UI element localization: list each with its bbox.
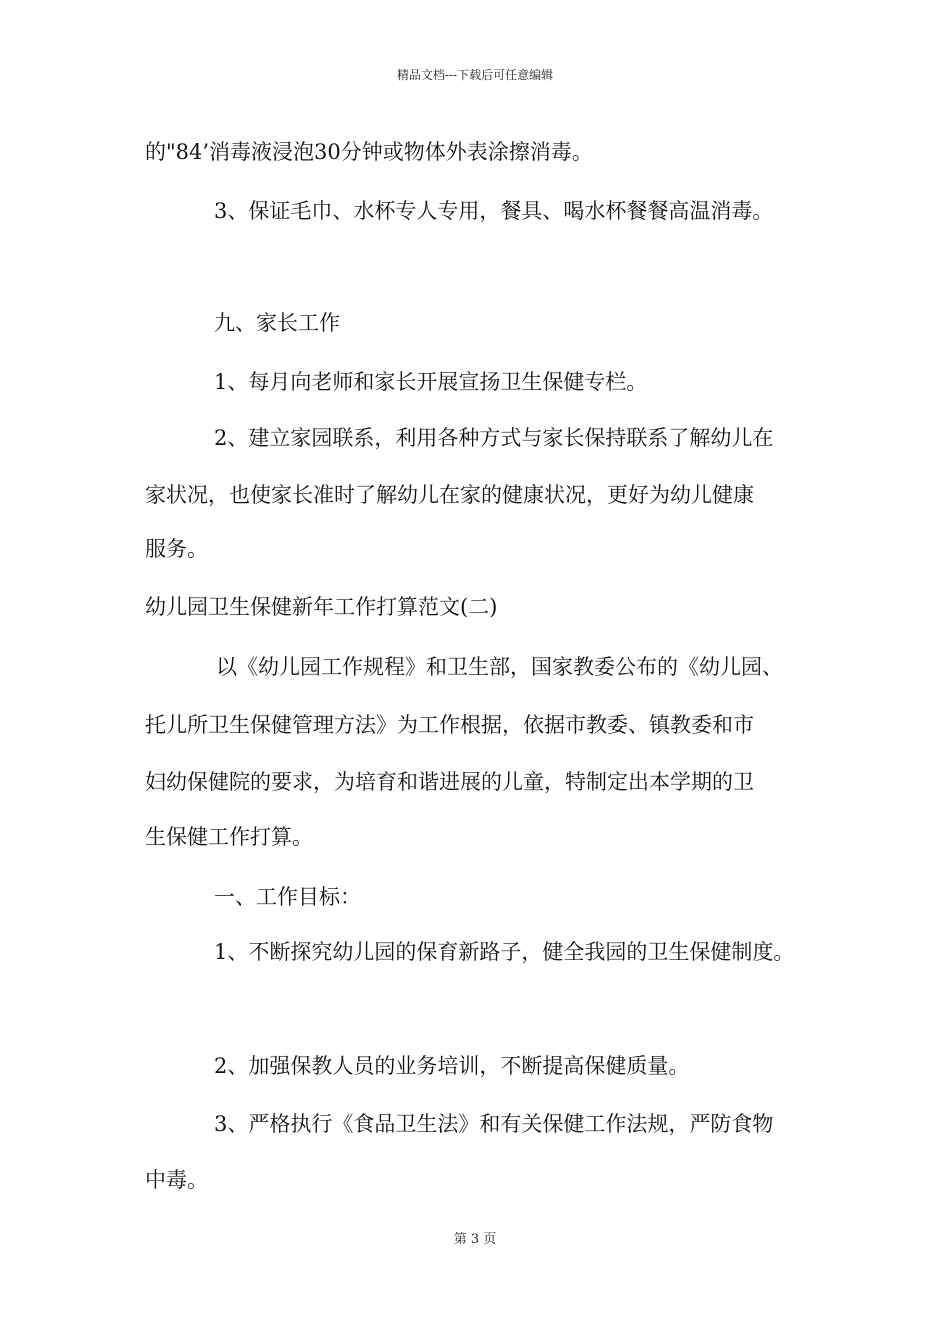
document-title: 幼儿园卫生保健新年工作打算范文(二) <box>145 595 498 619</box>
section-heading-1: 一、工作目标： <box>214 885 361 909</box>
section-heading-9: 九、家长工作 <box>214 311 340 335</box>
goal-item-3-continued: 中毒。 <box>145 1168 208 1192</box>
body-line-end: 服务。 <box>145 537 208 561</box>
intro-line-1: 以《幼儿园工作规程》和卫生部，国家教委公布的《幼儿园、 <box>216 655 783 679</box>
goal-item-1: 1、不断探究幼儿园的保育新路子，健全我园的卫生保健制度。 <box>214 940 795 964</box>
body-line-1: 的"84’消毒液浸泡30分钟或物体外表涂擦消毒。 <box>145 140 593 164</box>
list-item-2-contact: 2、建立家园联系，利用各种方式与家长保持联系了解幼儿在 <box>214 426 774 450</box>
list-item-1-bulletin: 1、每月向老师和家长开展宣扬卫生保健专栏。 <box>214 370 648 394</box>
intro-line-3: 妇幼保健院的要求，为培育和谐进展的儿童，特制定出本学期的卫 <box>145 770 754 794</box>
list-item-3-tableware: 3、保证毛巾、水杯专人专用，餐具、喝水杯餐餐高温消毒。 <box>214 199 774 223</box>
intro-line-2: 托儿所卫生保健管理方法》为工作根据，依据市教委、镇教委和市 <box>145 713 754 737</box>
page-header: 精品文档---下载后可任意编辑 <box>396 68 554 82</box>
intro-line-4: 生保健工作打算。 <box>145 825 313 849</box>
page-number: 第 3 页 <box>453 1232 497 1247</box>
goal-item-3: 3、严格执行《食品卫生法》和有关保健工作法规，严防食物 <box>214 1112 774 1136</box>
body-line-continued: 家状况，也使家长准时了解幼儿在家的健康状况，更好为幼儿健康 <box>145 483 754 507</box>
goal-item-2: 2、加强保教人员的业务培训，不断提高保健质量。 <box>214 1054 690 1078</box>
